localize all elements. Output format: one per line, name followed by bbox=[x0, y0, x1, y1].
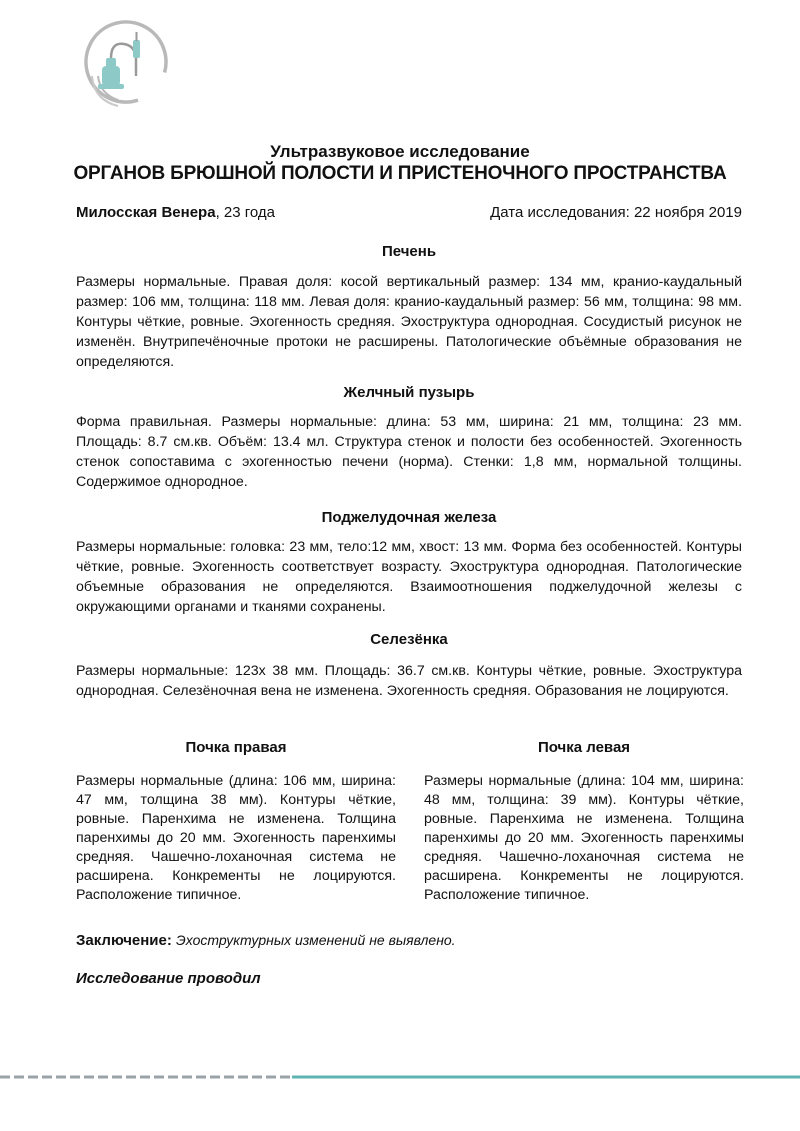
section-text-kidney-right: Размеры нормальные (длина: 106 мм, ширина: 47 мм, толщина 38 мм). Контуры чёткие, ровные. Паренхима не изменена. Толщина паренхимы до 20 мм. Эхогенность паренхимы средняя. Чашечно-лоханочная система не расширена. Конкременты не лоцируются. Расположение типичное. bbox=[76, 773, 396, 903]
section-heading-kidney-left: Почка левая bbox=[537, 739, 631, 756]
section-heading-spleen: Селезёнка bbox=[370, 631, 448, 648]
document-title: Ультразвуковое исследование bbox=[270, 142, 530, 161]
conclusion-label: Заключение: bbox=[76, 932, 172, 949]
document-subtitle: ОРГАНОВ БРЮШНОЙ ПОЛОСТИ И ПРИСТЕНОЧНОГО ПРОСТРАНСТВА bbox=[73, 163, 727, 184]
exam-date: Дата исследования: 22 ноября 2019 bbox=[490, 204, 742, 221]
section-heading-liver: Печень bbox=[381, 243, 437, 260]
footer-divider bbox=[0, 1074, 800, 1080]
section-heading-gallbladder: Желчный пузырь bbox=[343, 384, 475, 401]
performed-by: Исследование проводил bbox=[76, 970, 261, 987]
section-heading-pancreas: Поджелудочная железа bbox=[321, 509, 497, 526]
section-text-kidney-left: Размеры нормальные (длина: 104 мм, ширина: 48 мм, толщина: 39 мм). Контуры чёткие, ровные. Паренхима не изменена. Толщина паренхимы до 20 мм. Эхогенность паренхимы средняя. Чашечно-лоханочная система не расширена. Конкременты не лоцируются. Расположение типичное. bbox=[424, 773, 744, 903]
patient-name: Милосская Венера bbox=[76, 204, 216, 221]
section-text-liver: Размеры нормальные. Правая доля: косой вертикальный размер: 134 мм, кранио-каудальный размер: 106 мм, толщина: 118 мм. Левая доля: кранио-каудальный размер: 56 мм, толщина: 98 мм. Контуры чёткие, ровные. Эхогенность средняя. Эхоструктура однородная. Сосудистый рисунок не изменён. Внутрипечёночные протоки не расширены. Патологические объёмные образования не определяются. bbox=[76, 274, 742, 370]
ultrasound-probe-icon bbox=[78, 14, 174, 110]
section-text-spleen: Размеры нормальные: 123х 38 мм. Площадь: 36.7 см.кв. Контуры чёткие, ровные. Эхоструктура однородная. Селезёночная вена не изменена. Эхогенность средняя. Образования не лоцируются. bbox=[76, 663, 742, 699]
patient-info bbox=[76, 204, 275, 221]
section-heading-kidney-right: Почка правая bbox=[185, 739, 287, 756]
clinic-logo bbox=[78, 14, 174, 110]
patient-age: , 23 года bbox=[215, 204, 275, 221]
section-text-gallbladder: Форма правильная. Размеры нормальные: длина: 53 мм, ширина: 21 мм, толщина: 23 мм. Площадь: 8.7 см.кв. Объём: 13.4 мл. Структура стенок и полости без особенностей. Эхогенность стенок сопоставима с эхогенностью печени (норма). Стенки: 1,8 мм, нормальной толщины. Содержимое однородное. bbox=[76, 414, 742, 490]
conclusion bbox=[76, 932, 456, 949]
section-text-pancreas: Размеры нормальные: головка: 23 мм, тело:12 мм, хвост: 13 мм. Форма без особенностей. Контуры чёткие, ровные. Эхогенность соответствует возрасту. Эхоструктура однородная. Патологические объемные образования не определяются. Взаимоотношения поджелудочной железы с окружающими органами и тканями сохранены. bbox=[76, 539, 742, 615]
conclusion-text: Эхоструктурных изменений не выявлено. bbox=[176, 932, 456, 948]
